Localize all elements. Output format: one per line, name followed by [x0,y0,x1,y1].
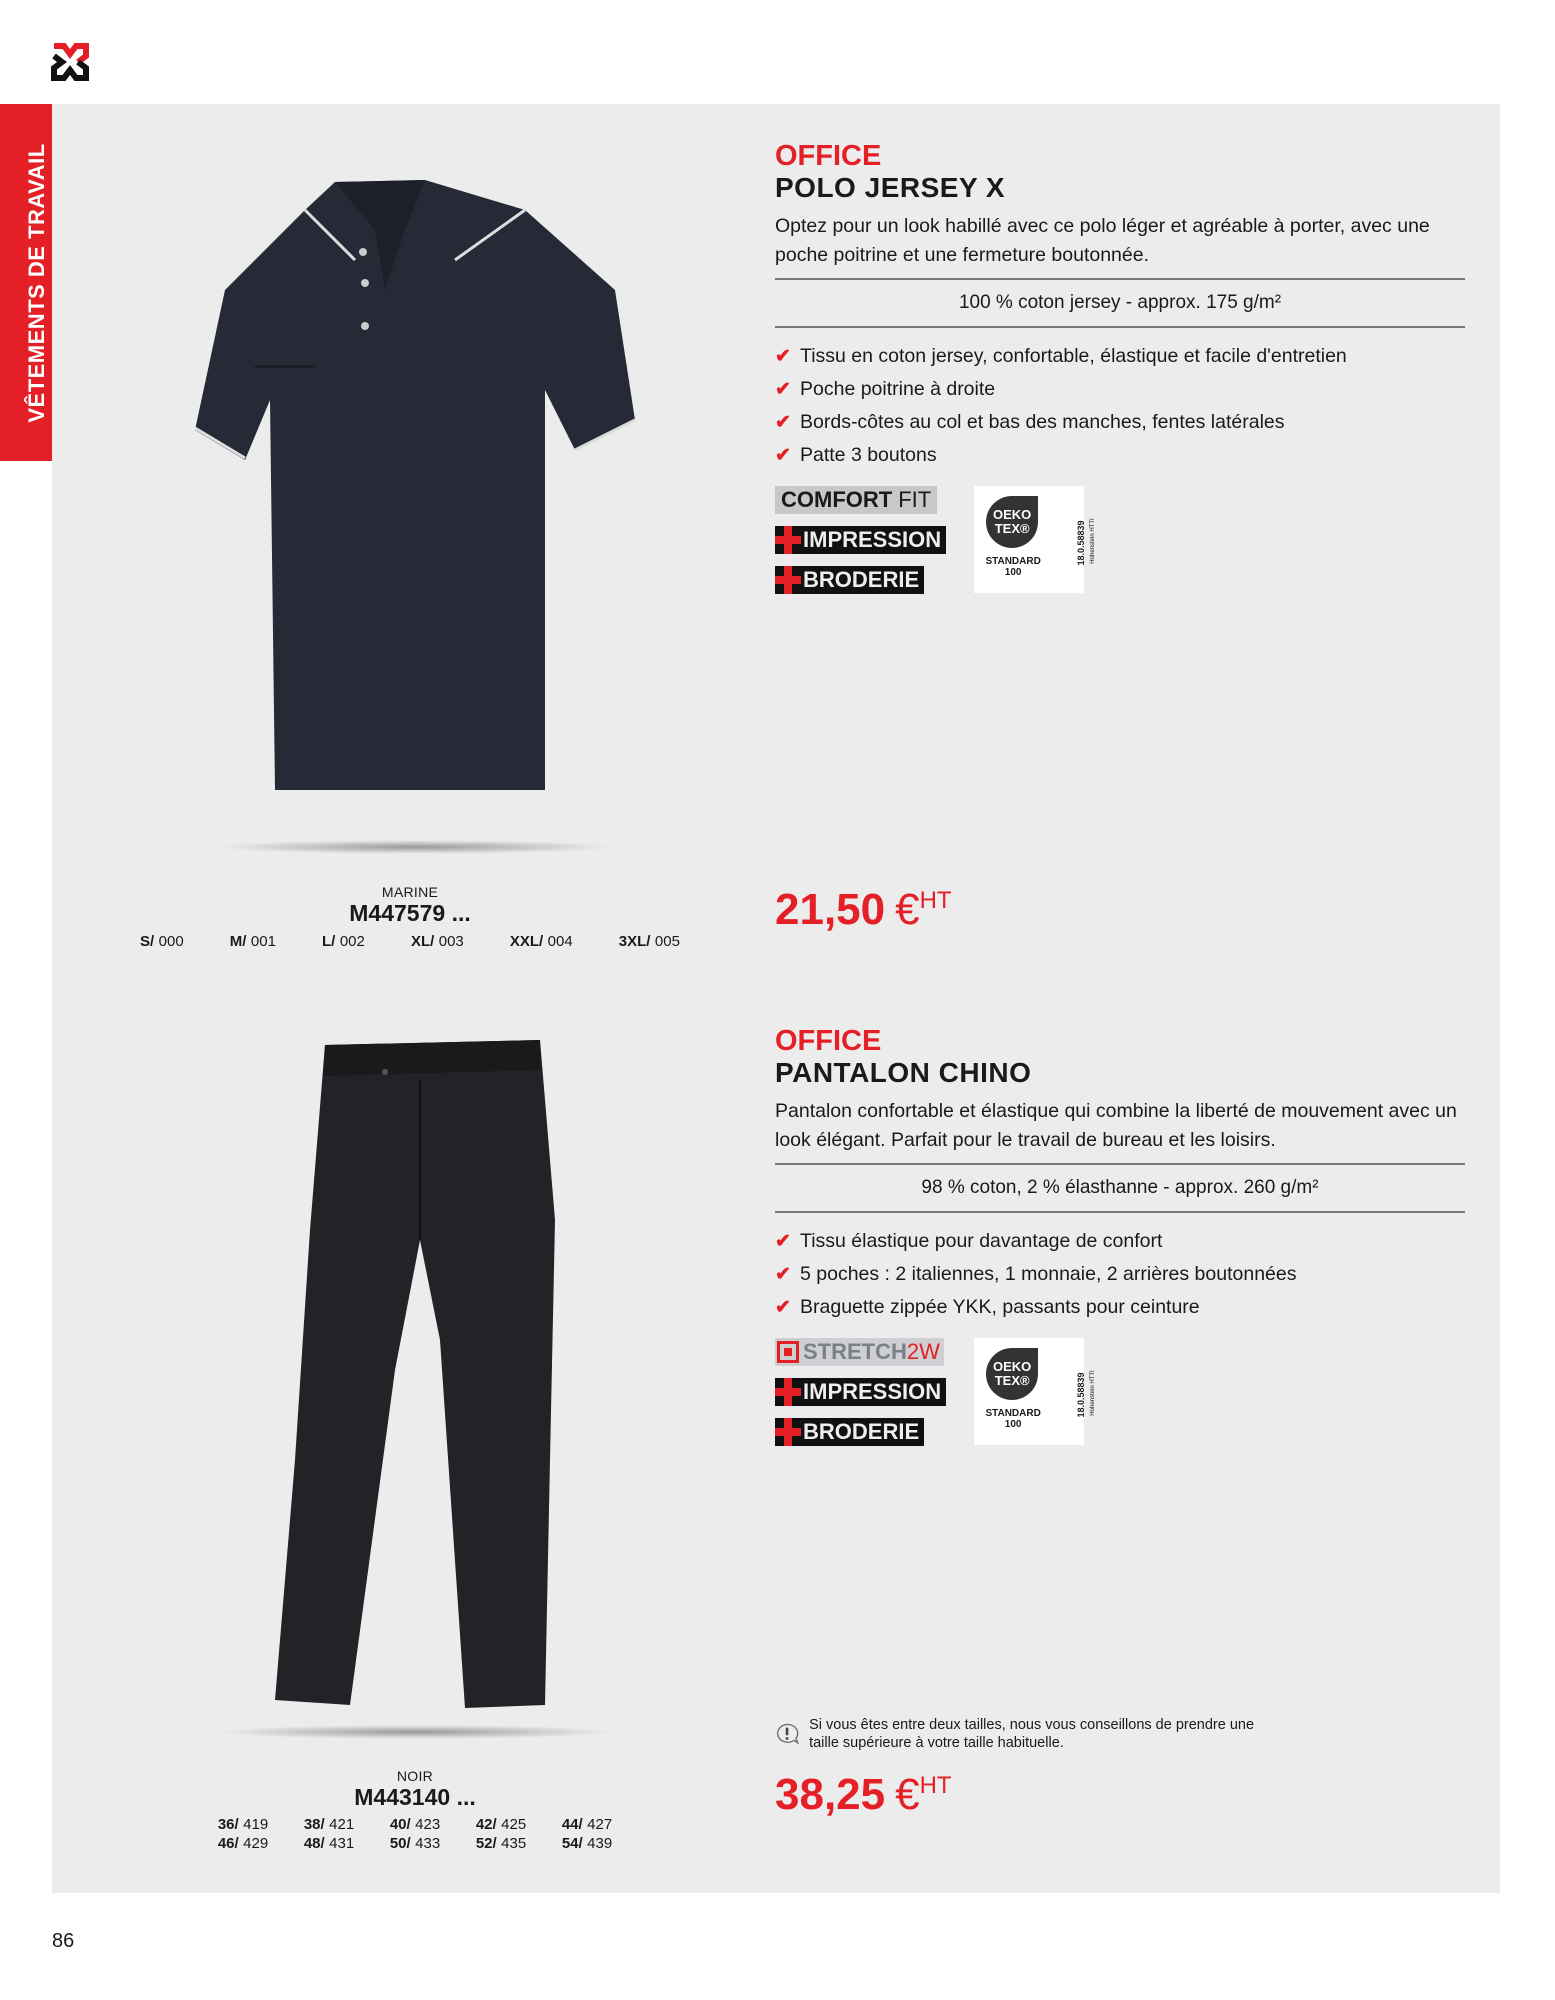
check-icon: ✔ [775,1231,791,1252]
list-item: ✔ Tissu élastique pour davantage de confort [775,1225,1465,1258]
size-item: 44/ 427 [561,1816,613,1833]
product-price: 21,50 € HT [775,885,952,934]
product-reference [140,884,680,951]
size-list [200,1815,630,1853]
article-code: M443140 ... [354,1784,476,1810]
list-item: ✔ Patte 3 boutons [775,439,1465,472]
product-chino-info [775,1025,1465,1446]
size-item: 46/ 429 [217,1835,269,1852]
polo-shirt-image [195,170,635,810]
size-item: XXL/ 004 [509,933,573,950]
warning-bubble-icon [775,1717,799,1751]
size-item: 54/ 439 [561,1835,613,1852]
product-price: 38,25 € HT [775,1770,952,1819]
badge-group [775,486,1465,594]
size-item: L/ 002 [322,933,365,950]
list-item: ✔ Braguette zippée YKK, passants pour ceinture [775,1291,1465,1324]
comfort-fit-badge: COMFORT FIT [775,486,937,514]
size-item: 40/ 423 [389,1816,441,1833]
color-name: MARINE [381,884,439,900]
size-item: 38/ 421 [303,1816,355,1833]
size-item: 42/ 425 [475,1816,527,1833]
size-item: 52/ 435 [475,1835,527,1852]
plus-icon [775,1378,801,1406]
broderie-badge: BRODERIE [775,1418,924,1446]
plus-icon [775,526,801,554]
broderie-badge: BRODERIE [775,566,924,594]
polo-shadow [215,840,615,854]
size-item: 50/ 433 [389,1835,441,1852]
size-item: M/ 001 [229,933,276,950]
article-code: M447579 ... [349,900,471,926]
color-name: NOIR [396,1768,434,1784]
product-material: 100 % coton jersey - approx. 175 g/m² [775,278,1465,328]
product-title: PANTALON CHINO [775,1057,1032,1088]
size-item: XL/ 003 [410,933,464,950]
list-item: ✔ Poche poitrine à droite [775,373,1465,406]
stretch-icon [777,1341,799,1363]
product-category: OFFICE [775,1025,882,1057]
oeko-tex-label: OEKO TEX® STANDARD 100 18.0.58839 Hohenstein HTTI [974,486,1084,593]
check-icon: ✔ [775,1297,791,1318]
size-item: 3XL/ 005 [618,933,680,950]
feature-list [775,340,1465,472]
page-number: 86 [52,1930,75,1952]
size-item: 48/ 431 [303,1835,355,1852]
check-icon: ✔ [775,346,791,367]
section-label: VÊTEMENTS DE TRAVAIL [23,142,49,423]
brand-logo-icon [50,42,90,82]
feature-list [775,1225,1465,1324]
size-item: S/ 000 [140,933,184,950]
oeko-tex-label: OEKO TEX® STANDARD 100 18.0.58839 Hohenstein HTTI [974,1338,1084,1445]
size-list [140,933,680,951]
impression-badge: IMPRESSION [775,526,946,554]
check-icon: ✔ [775,1264,791,1285]
size-advice-note: Si vous êtes entre deux tailles, nous vous conseillons de prendre une taille supérieure à votre taille habituelle. [775,1716,1255,1752]
product-category: OFFICE [775,140,882,172]
impression-badge: IMPRESSION [775,1378,946,1406]
product-description: Pantalon confortable et élastique qui combine la liberté de mouvement avec un look élégant. Parfait pour le travail de bureau et les loisirs. [775,1100,1457,1151]
product-title: POLO JERSEY X [775,172,1006,203]
product-polo-info [775,140,1465,594]
check-icon: ✔ [775,379,791,400]
check-icon: ✔ [775,412,791,433]
product-material: 98 % coton, 2 % élasthanne - approx. 260 g/m² [775,1163,1465,1213]
chino-pants-image [265,1040,565,1720]
plus-icon [775,1418,801,1446]
product-reference [200,1768,630,1853]
size-item: 36/ 419 [217,1816,269,1833]
list-item: ✔ 5 poches : 2 italiennes, 1 monnaie, 2 arrières boutonnées [775,1258,1465,1291]
check-icon: ✔ [775,445,791,466]
list-item: ✔ Tissu en coton jersey, confortable, élastique et facile d'entretien [775,340,1465,373]
list-item: ✔ Bords-côtes au col et bas des manches, fentes latérales [775,406,1465,439]
pants-shadow [215,1725,615,1739]
badge-group [775,1338,1465,1446]
plus-icon [775,566,801,594]
product-description: Optez pour un look habillé avec ce polo léger et agréable à porter, avec une poche poitrine et une fermeture boutonnée. [775,215,1430,266]
stretch-2w-badge: STRETCH 2W [775,1338,944,1366]
